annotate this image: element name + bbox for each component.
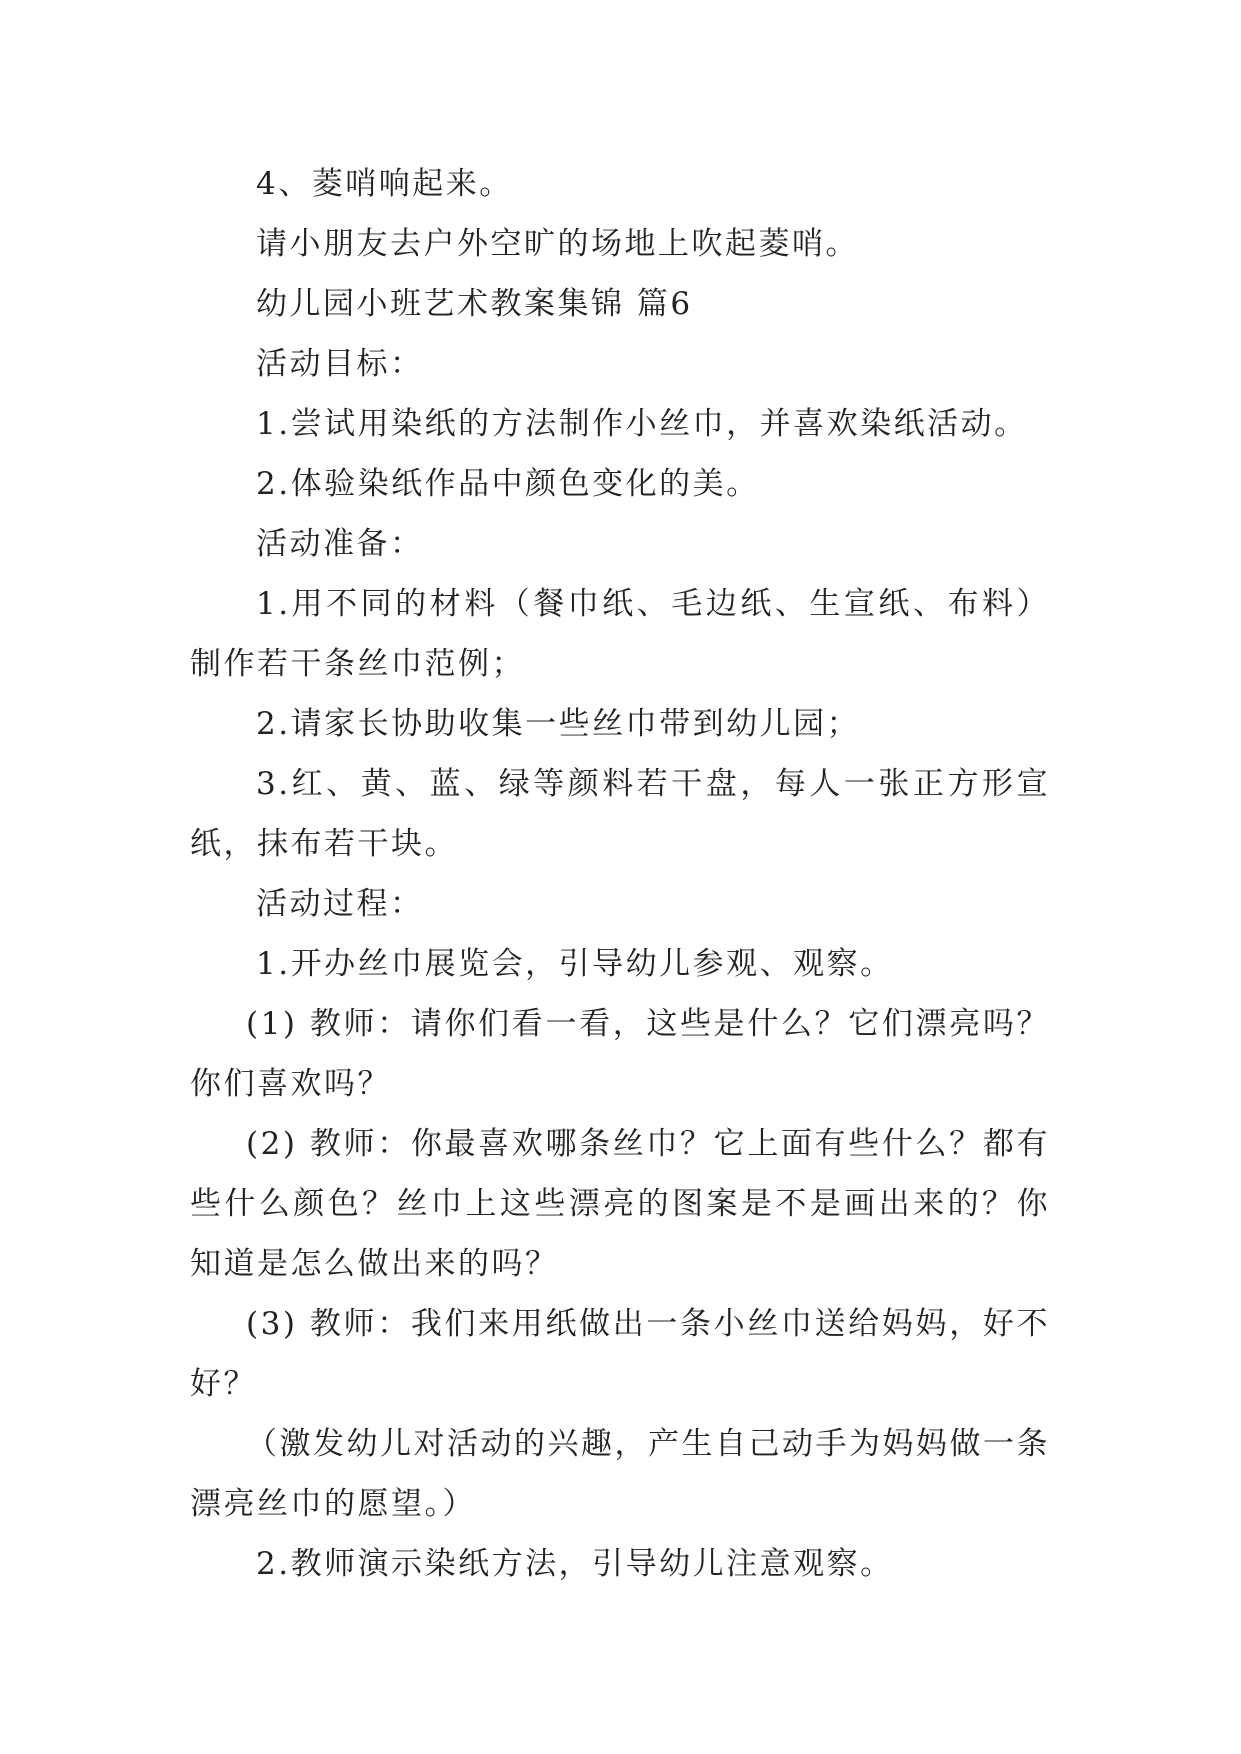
preparation-item-1: 1.用不同的材料（餐巾纸、毛边纸、生宣纸、布料）制作若干条丝巾范例； (190, 586, 1050, 682)
document-body (190, 154, 1050, 1594)
heading-activity-goals: 活动目标： (256, 346, 424, 382)
heading-activity-process: 活动过程： (256, 886, 424, 922)
process-subitem-2: (2) 教师：你最喜欢哪条丝巾？它上面有些什么？都有些什么颜色？丝巾上这些漂亮的图案是不是画出来的？你知道是怎么做出来的吗？ (190, 1126, 1050, 1282)
goal-item-2: 2.体验染纸作品中颜色变化的美。 (256, 466, 760, 502)
heading-activity-preparation: 活动准备： (256, 526, 424, 562)
preparation-item-3: 3.红、黄、蓝、绿等颜料若干盘，每人一张正方形宣纸，抹布若干块。 (190, 766, 1050, 862)
section-heading: 幼儿园小班艺术教案集锦 篇6 (256, 286, 693, 322)
paragraph-step-4: 4、菱哨响起来。 (256, 166, 513, 202)
process-subitem-3: (3) 教师：我们来用纸做出一条小丝巾送给妈妈，好不好？ (190, 1306, 1050, 1402)
process-note: （激发幼儿对活动的兴趣，产生自己动手为妈妈做一条漂亮丝巾的愿望。） (190, 1426, 1050, 1522)
process-item-1: 1.开办丝巾展览会，引导幼儿参观、观察。 (256, 946, 894, 982)
process-subitem-1: (1) 教师：请你们看一看，这些是什么？它们漂亮吗？你们喜欢吗？ (190, 1006, 1050, 1102)
preparation-item-2: 2.请家长协助收集一些丝巾带到幼儿园； (256, 706, 861, 742)
paragraph-step-4-detail: 请小朋友去户外空旷的场地上吹起菱哨。 (256, 226, 859, 262)
goal-item-1: 1.尝试用染纸的方法制作小丝巾，并喜欢染纸活动。 (256, 406, 1028, 442)
process-item-2: 2.教师演示染纸方法，引导幼儿注意观察。 (256, 1546, 894, 1582)
